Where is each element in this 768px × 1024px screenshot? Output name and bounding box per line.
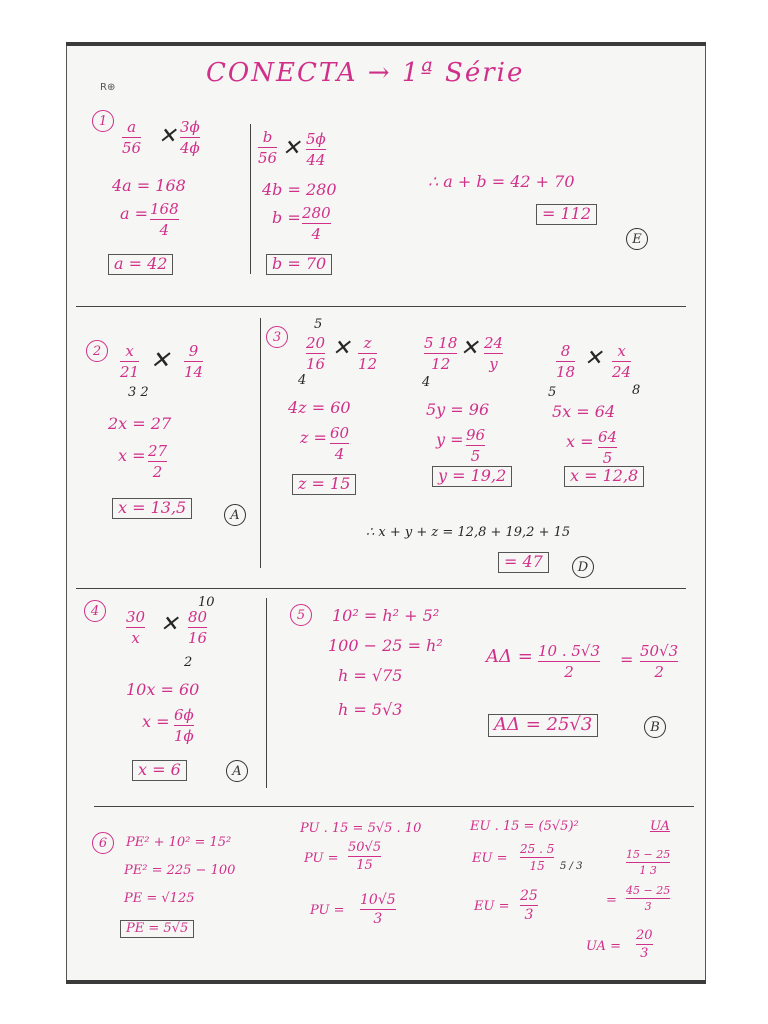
section-divider — [76, 588, 686, 589]
fraction: 80 16 — [188, 608, 208, 647]
simplified-value: 4 — [422, 375, 431, 390]
result-pu-label: PU = — [310, 903, 345, 918]
bracket-line — [250, 124, 251, 274]
answer-choice: A — [224, 504, 246, 526]
sum-result: = 112 — [536, 204, 597, 225]
section-divider — [76, 306, 686, 307]
fraction: 25 . 5 15 — [520, 842, 555, 873]
fraction: 9 14 — [184, 342, 204, 381]
fraction: x 21 — [120, 342, 140, 381]
result-ua-label: UA = — [586, 939, 621, 954]
equation-label: x = — [142, 712, 170, 731]
cross-multiply-mark: ✕ — [332, 336, 351, 361]
fraction: 50√3 2 — [640, 642, 679, 681]
equation-line: 100 − 25 = h² — [328, 636, 443, 655]
answer-choice: E — [626, 228, 648, 250]
ua-heading: UA — [650, 819, 670, 834]
equation-line: 4a = 168 — [112, 176, 186, 195]
fraction: 5ϕ 44 — [306, 130, 326, 169]
equals-sign: = — [606, 893, 617, 908]
fraction: 20 16 — [306, 334, 326, 373]
page-title: CONECTA → 1ª Série — [206, 58, 525, 88]
cross-multiply-mark: ✕ — [158, 124, 177, 149]
equation-line: 5x = 64 — [552, 402, 616, 421]
fraction: 15 − 25 1 3 — [626, 848, 671, 877]
fraction: 45 − 25 3 — [626, 884, 671, 913]
simplified-value: 10 — [198, 595, 215, 610]
cross-multiply-mark: ✕ — [460, 336, 479, 361]
fraction: 30 x — [126, 608, 146, 647]
result-area: AΔ = 25√3 — [488, 714, 598, 737]
simplified-value: 2 — [184, 655, 193, 670]
equation-label: x = — [566, 432, 594, 451]
equation-line: EU . 15 = (5√5)² — [470, 819, 579, 834]
fraction: 96 5 — [466, 426, 486, 465]
equation-line: 4z = 60 — [288, 398, 351, 417]
equation-label: b = — [272, 208, 301, 227]
cross-multiply-mark: ✕ — [282, 136, 301, 161]
result-eu-label: EU = — [474, 899, 510, 914]
fraction: 25 3 — [520, 888, 538, 923]
equation-line: h = √75 — [338, 666, 403, 685]
question-number: 3 — [266, 326, 288, 348]
fraction: 168 4 — [150, 200, 179, 239]
fraction: 6ϕ 1ϕ — [174, 706, 194, 745]
result-z: z = 15 — [292, 474, 356, 495]
sum-line: ∴ a + b = 42 + 70 — [428, 172, 575, 191]
sum-result: = 47 — [498, 552, 549, 573]
result-y: y = 19,2 — [432, 466, 512, 487]
fraction: 24 y — [484, 334, 504, 373]
equation-line: h = 5√3 — [338, 700, 403, 719]
equation-line: PU . 15 = 5√5 . 10 — [300, 821, 422, 836]
simplified-value: 5 — [314, 317, 323, 332]
column-divider — [266, 598, 267, 788]
equation-line: 2x = 27 — [108, 414, 172, 433]
sum-line: ∴ x + y + z = 12,8 + 19,2 + 15 — [366, 525, 571, 540]
equation-label: x = — [118, 446, 146, 465]
answer-choice: A — [226, 760, 248, 782]
equation-line: 10x = 60 — [126, 680, 200, 699]
fraction: 60 4 — [330, 424, 350, 463]
result-pe: PE = 5√5 — [120, 920, 194, 938]
cross-multiply-mark: ✕ — [150, 346, 171, 374]
fraction: 20 3 — [636, 928, 653, 961]
fraction: 5 18 12 — [424, 334, 458, 373]
simplified-value: 4 — [298, 373, 307, 388]
fraction: 10√5 3 — [360, 892, 396, 927]
equation-label: EU = — [472, 851, 508, 866]
question-number: 5 — [290, 604, 312, 626]
answer-choice: D — [572, 556, 594, 578]
question-number: 1 — [92, 110, 114, 132]
question-number: 2 — [86, 340, 108, 362]
result-a: a = 42 — [108, 254, 173, 275]
area-label: AΔ = — [486, 646, 533, 667]
simplified-values: 3 2 — [128, 385, 149, 400]
equation-line: 4b = 280 — [262, 180, 337, 199]
fraction: 3ϕ 4ϕ — [180, 118, 200, 157]
answer-sheet — [66, 42, 706, 984]
fraction: 64 5 — [598, 428, 618, 467]
equation-line: PE = √125 — [124, 891, 195, 906]
equation-line: PE² + 10² = 15² — [126, 835, 232, 850]
simplified-value: 8 — [632, 383, 641, 398]
simplified-value: 5 — [548, 385, 557, 400]
simplified-value: 5 / 3 — [560, 861, 583, 872]
equation-line: 5y = 96 — [426, 400, 490, 419]
question-number: 4 — [84, 600, 106, 622]
equation-label: z = — [300, 428, 327, 447]
fraction: 8 18 — [556, 342, 576, 381]
question-number: 6 — [92, 832, 114, 854]
cross-multiply-mark: ✕ — [160, 612, 179, 637]
equals-sign: = — [620, 650, 634, 669]
fraction: 50√5 15 — [348, 840, 382, 873]
result-x: x = 6 — [132, 760, 187, 781]
fraction: b 56 — [258, 128, 278, 167]
equation-line: PE² = 225 − 100 — [124, 863, 236, 878]
fraction: 27 2 — [148, 442, 168, 481]
fraction: 10 . 5√3 2 — [538, 642, 601, 681]
answer-choice: B — [644, 716, 666, 738]
section-divider — [94, 806, 694, 807]
equation-line: 10² = h² + 5² — [332, 606, 440, 625]
column-divider — [260, 318, 261, 568]
fraction: 280 4 — [302, 204, 331, 243]
fraction: z 12 — [358, 334, 378, 373]
logo: R⊕ — [100, 82, 116, 93]
equation-label: a = — [120, 204, 149, 223]
fraction: x 24 — [612, 342, 632, 381]
result-x: x = 12,8 — [564, 466, 644, 487]
fraction: a 56 — [122, 118, 142, 157]
result-x: x = 13,5 — [112, 498, 192, 519]
equation-label: PU = — [304, 851, 339, 866]
equation-label: y = — [436, 430, 464, 449]
cross-multiply-mark: ✕ — [584, 346, 603, 371]
result-b: b = 70 — [266, 254, 332, 275]
